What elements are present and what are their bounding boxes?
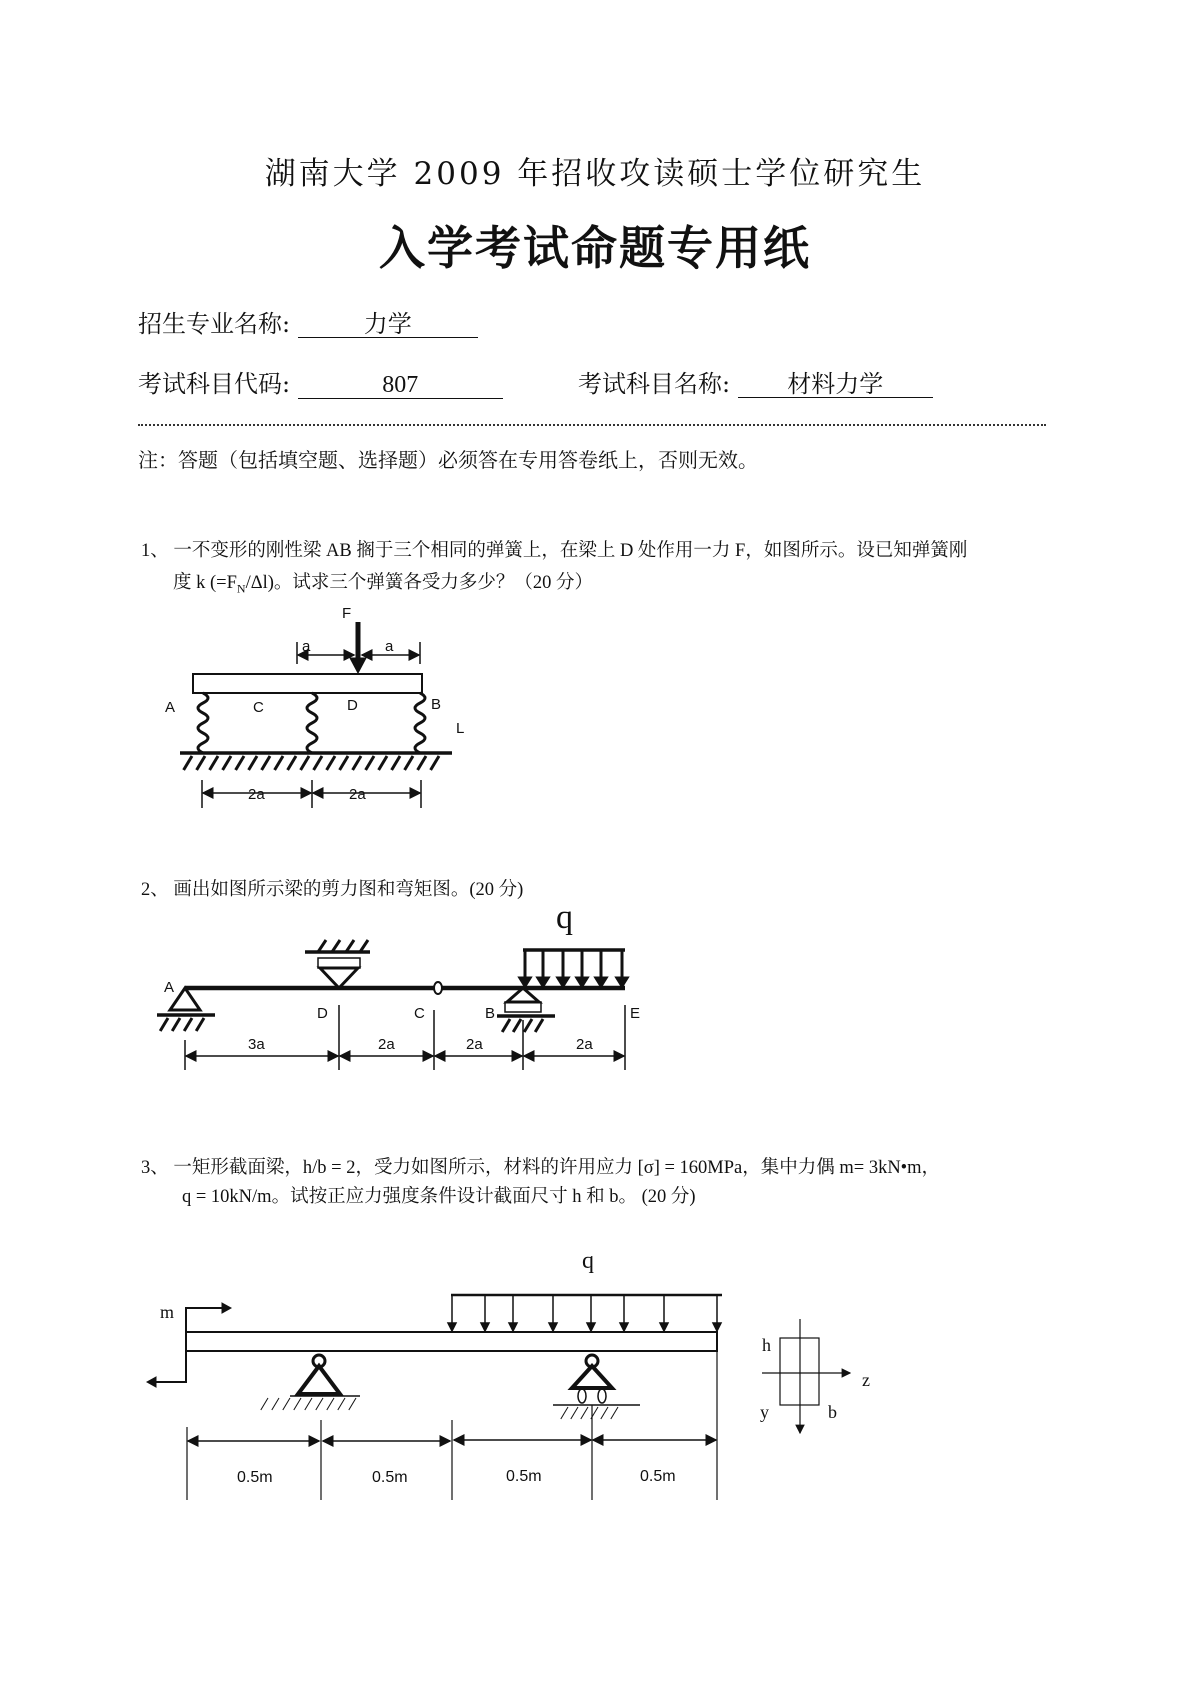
figure-1-spring-beam (180, 622, 452, 808)
hinge-c (434, 982, 442, 994)
hatch-line (172, 1018, 180, 1031)
load-arrowhead (558, 978, 568, 986)
question-1-line1: 1、 一不变形的刚性梁 AB 搁于三个相同的弹簧上，在梁上 D 处作用一力 F，如图所示。设已知弹簧刚 (141, 541, 968, 561)
code-label: 考试科目代码: (138, 370, 291, 398)
hatch-line (360, 940, 368, 952)
label-C: C (414, 1005, 425, 1022)
hatch-line (561, 1407, 568, 1419)
label-a1: a (302, 638, 311, 655)
hatch-line (502, 1019, 510, 1032)
hatch-line (571, 1407, 578, 1419)
load-arrowhead (481, 1323, 489, 1331)
dim-3a: 3a (248, 1036, 265, 1053)
load-arrowhead (660, 1323, 668, 1331)
hatch-line (431, 756, 439, 770)
hatch-line (346, 940, 354, 952)
hatch-line (524, 1019, 532, 1032)
label-E: E (630, 1005, 641, 1022)
dim-2a-1: 2a (378, 1036, 395, 1053)
label-B: B (485, 1005, 496, 1022)
hatch-line (288, 756, 296, 770)
spring-b (415, 693, 425, 753)
label-h: h (762, 1335, 771, 1355)
hatch-line (340, 756, 348, 770)
hatch-line (160, 1018, 168, 1031)
label-y: y (760, 1402, 769, 1422)
hatch-line (316, 1398, 323, 1410)
hatch-line (366, 756, 374, 770)
spring-c (307, 693, 317, 753)
label-force: F (342, 605, 352, 622)
subject-label: 考试科目名称: (578, 370, 731, 398)
hatch-line (197, 756, 205, 770)
hatch-line (581, 1407, 588, 1419)
hatch-line (392, 756, 400, 770)
subject-value: 材料力学 (738, 371, 933, 398)
figure-3-labels (160, 1248, 870, 1486)
hatch-line (405, 756, 413, 770)
hatch-line (301, 756, 309, 770)
load-arrowhead (577, 978, 587, 986)
question-2-line1: 2、 画出如图所示梁的剪力图和弯矩图。(20 分) (141, 880, 524, 900)
load-arrowhead (538, 978, 548, 986)
label-q: q (556, 899, 573, 936)
hatch-line (283, 1398, 290, 1410)
label-A: A (164, 979, 175, 996)
roller-support (572, 1366, 612, 1388)
hatch-line (196, 1018, 204, 1031)
hatch-line (275, 756, 283, 770)
support-d (320, 968, 358, 988)
hatch-line (314, 756, 322, 770)
load-arrowhead (617, 978, 627, 986)
dim-2a-3: 2a (576, 1036, 593, 1053)
hatch-line (327, 756, 335, 770)
hatch-line (601, 1407, 608, 1419)
pin-support (298, 1366, 340, 1394)
ground-hatch (184, 756, 439, 770)
exam-title: 湖南大学 2009 年招收攻读硕士学位研究生 (264, 156, 926, 192)
beam (186, 1332, 717, 1351)
label-a2: a (385, 638, 394, 655)
hatch-line (210, 756, 218, 770)
hatch-line (294, 1398, 301, 1410)
hatch-line (261, 1398, 268, 1410)
load-arrowhead (520, 978, 530, 986)
code-value: 807 (298, 372, 503, 399)
hatch-line (262, 756, 270, 770)
label-A: A (165, 699, 176, 716)
hatch-line (327, 1398, 334, 1410)
major-label: 招生专业名称: (138, 310, 291, 338)
hatch-line (418, 756, 426, 770)
hatch-line (513, 1019, 521, 1032)
label-B: B (431, 696, 442, 713)
hatch-line (332, 940, 340, 952)
major-value: 力学 (298, 311, 478, 338)
hatch-line (236, 756, 244, 770)
label-C: C (253, 699, 264, 716)
label-z: z (862, 1370, 870, 1390)
label-b: b (828, 1402, 837, 1422)
label-2a-2: 2a (349, 786, 366, 803)
question-3-line2: q = 10kN/m。试按正应力强度条件设计截面尺寸 h 和 b。 (20 分) (182, 1187, 696, 1207)
q1-subscript: N (236, 581, 246, 596)
load-arrowhead (587, 1323, 595, 1331)
hatch-line (353, 756, 361, 770)
label-D: D (317, 1005, 328, 1022)
load-arrowhead (549, 1323, 557, 1331)
dim-3: 0.5m (506, 1468, 542, 1485)
exam-subtitle: 入学考试命题专用纸 (379, 221, 811, 275)
label-L: L (456, 720, 465, 737)
hatch-line (272, 1398, 279, 1410)
hatch-line (318, 940, 326, 952)
label-2a-1: 2a (248, 786, 265, 803)
label-m: m (160, 1302, 175, 1322)
hatch-line (305, 1398, 312, 1410)
dim-2: 0.5m (372, 1469, 408, 1486)
pin-support-a (170, 988, 200, 1010)
rigid-beam (193, 674, 422, 693)
figure-2-labels (164, 899, 640, 1053)
question-3-line1: 3、 一矩形截面梁，h/b = 2，受力如图所示，材料的许用应力 [σ] = 160MPa，集中力偶 m= 3kN•m， (141, 1158, 941, 1178)
load-arrowhead (620, 1323, 628, 1331)
hatch-line (184, 756, 192, 770)
hatch-line (611, 1407, 618, 1419)
q1-text: 度 k (=F (173, 573, 237, 593)
hatch-line (338, 1398, 345, 1410)
hatch-line (184, 1018, 192, 1031)
hatch-line (349, 1398, 356, 1410)
hatch-line (223, 756, 231, 770)
dim-2a-2: 2a (466, 1036, 483, 1053)
load-arrowhead (596, 978, 606, 986)
dim-1: 0.5m (237, 1469, 273, 1486)
force-arrowhead (350, 658, 366, 673)
load-arrowhead (713, 1323, 721, 1331)
load-arrowhead (448, 1323, 456, 1331)
exam-note: 注：答题（包括填空题、选择题）必须答在专用答卷纸上，否则无效。 (138, 448, 758, 472)
load-arrowhead (509, 1323, 517, 1331)
spring-a (198, 693, 208, 753)
dim-4: 0.5m (640, 1468, 676, 1485)
q1-text-end: /Δl)。试求三个弹簧各受力多少？（20 分） (245, 573, 594, 593)
label-D: D (347, 697, 358, 714)
hatch-line (535, 1019, 543, 1032)
hatch-line (379, 756, 387, 770)
label-q: q (582, 1248, 594, 1274)
hatch-line (249, 756, 257, 770)
